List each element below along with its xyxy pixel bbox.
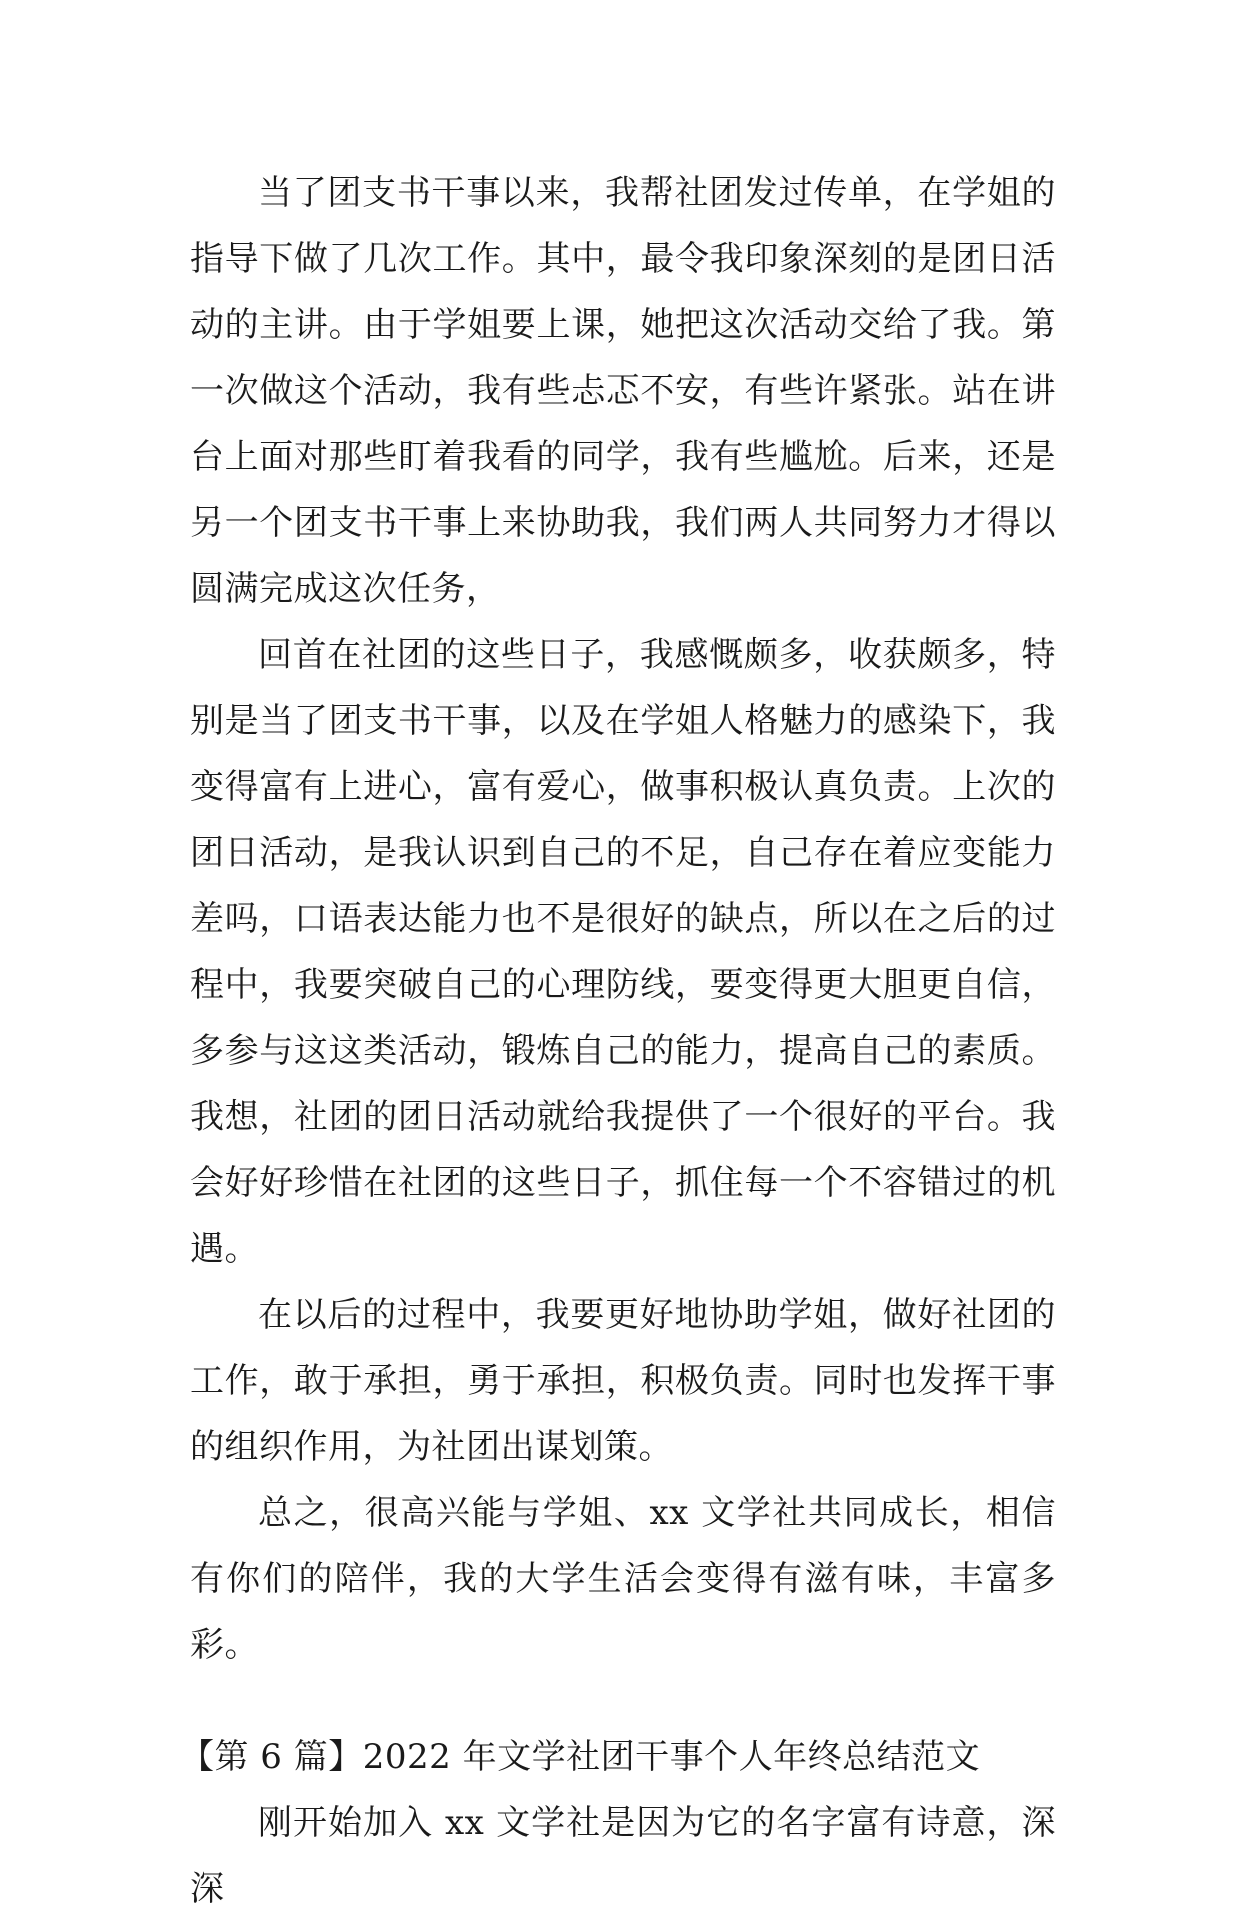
document-page bbox=[180, 160, 1056, 1922]
paragraph-5: 刚开始加入 xx 文学社是因为它的名字富有诗意，深深 bbox=[190, 1803, 1056, 1909]
paragraph-3: 在以后的过程中，我要更好地协助学姐，做好社团的工作，敢于承担，勇于承担，积极负责。同时也发挥干事的组织作用，为社团出谋划策。 bbox=[190, 1295, 1056, 1467]
section-heading: 【第 6 篇】2022 年文学社团干事个人年终总结范文 bbox=[180, 1737, 981, 1777]
paragraph-4: 总之，很高兴能与学姐、xx 文学社共同成长，相信有你们的陪伴，我的大学生活会变得有滋有味，丰富多彩。 bbox=[190, 1493, 1056, 1665]
paragraph-2: 回首在社团的这些日子，我感慨颇多，收获颇多，特别是当了团支书干事，以及在学姐人格魅力的感染下，我变得富有上进心，富有爱心，做事积极认真负责。上次的团日活动，是我认识到自己的不足，自己存在着应变能力差吗，口语表达能力也不是很好的缺点，所以在之后的过程中，我要突破自己的心理防线，要变得更大胆更自信，多参与这这类活动，锻炼自己的能力，提高自己的素质。我想，社团的团日活动就给我提供了一个很好的平台。我会好好珍惜在社团的这些日子，抓住每一个不容错过的机遇。 bbox=[190, 635, 1056, 1269]
paragraph-1: 当了团支书干事以来，我帮社团发过传单，在学姐的指导下做了几次工作。其中，最令我印象深刻的是团日活动的主讲。由于学姐要上课，她把这次活动交给了我。第一次做这个活动，我有些忐忑不安，有些许紧张。站在讲台上面对那些盯着我看的同学，我有些尴尬。后来，还是另一个团支书干事上来协助我，我们两人共同努力才得以圆满完成这次任务， bbox=[190, 173, 1056, 609]
section-spacer bbox=[190, 1678, 1056, 1724]
